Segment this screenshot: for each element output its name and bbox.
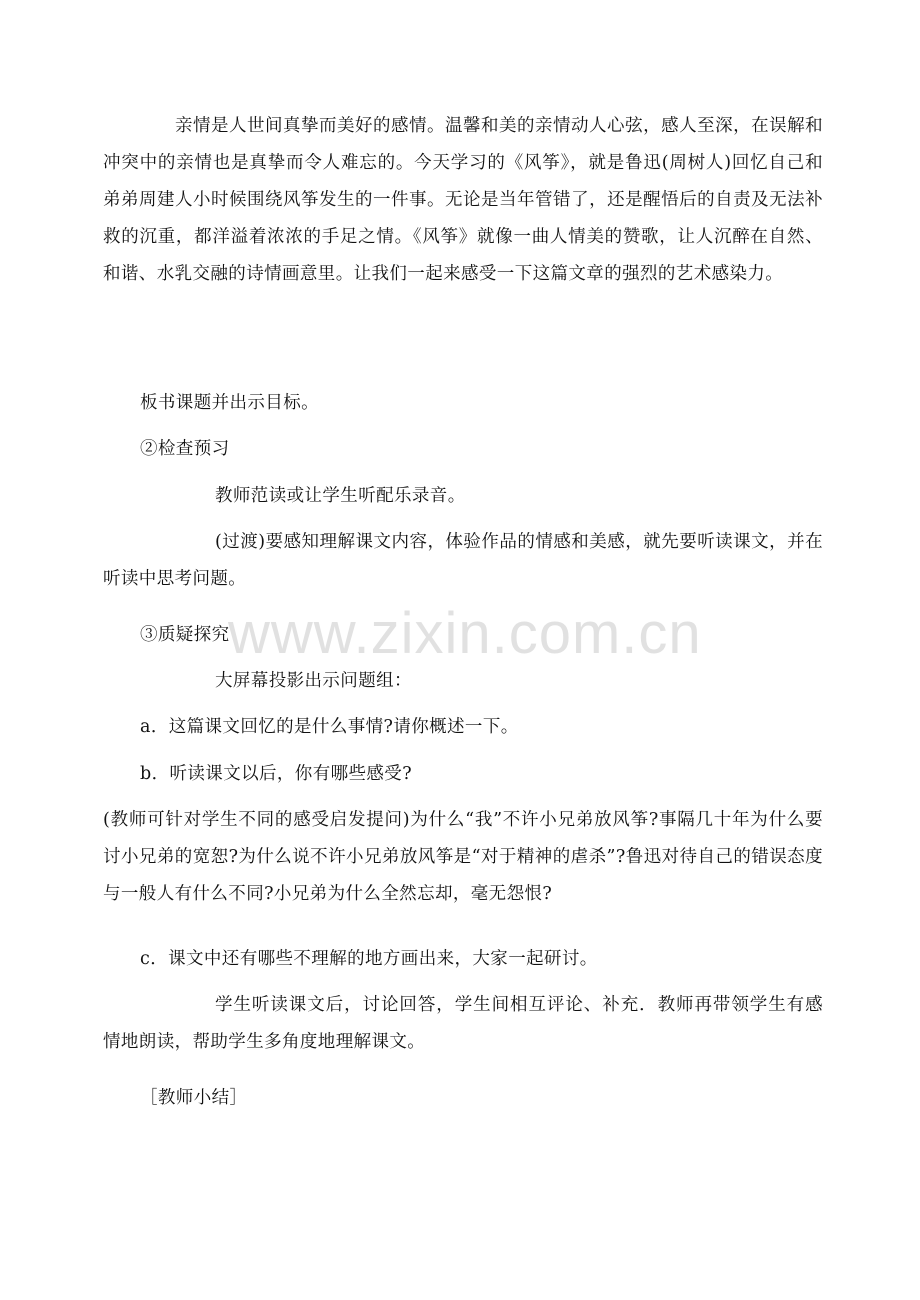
model-reading-paragraph: 教师范读或让学生听配乐录音。	[215, 486, 466, 506]
question-a: a．这篇课文回忆的是什么事情?请你概述一下。	[140, 717, 519, 737]
intro-paragraph: 亲情是人世间真挚而美好的感情。温馨和美的亲情动人心弦，感人至深，在误解和冲突中的亲情也是真挚而令人难忘的。今天学习的《风筝》，就是鲁迅(周树人)回忆自己和弟弟周建人小时候围绕风筝发生的一件事。无论是当年管错了，还是醒悟后的自责及无法补救的沉重，都洋溢着浓浓的手足之情。《风筝》就像一曲人情美的赞歌，让人沉醉在自然、和谐、水乳交融的诗情画意里。让我们一起来感受一下这篇文章的强烈的艺术感染力。	[103, 116, 823, 284]
question-b: b．听读课文以后，你有哪些感受?	[140, 764, 412, 784]
transition-paragraph: (过渡)要感知理解课文内容，体验作品的情感和美感，就先要听读课文，并在听读中思考问题。	[103, 532, 823, 589]
inquiry-heading: ③质疑探究	[140, 625, 230, 645]
discussion-paragraph: 学生听读课文后，讨论回答，学生间相互评论、补充．教师再带领学生有感情地朗读，帮助学生多角度地理解课文。	[103, 995, 823, 1052]
check-preview-heading: ②检查预习	[140, 439, 230, 459]
question-c: c．课文中还有哪些不理解的地方画出来，大家一起研讨。	[140, 949, 598, 969]
watermark-text: www.zixin.com.cn	[228, 601, 702, 666]
summary-heading: ［教师小结］	[140, 1088, 248, 1108]
projection-paragraph: 大屏幕投影出示问题组：	[215, 671, 412, 691]
blackboard-paragraph: 板书课题并出示目标。	[140, 393, 319, 413]
teacher-prompt-paragraph: (教师可针对学生不同的感受启发提问)为什么“我”不许小兄弟放风筝?事隔几十年为什么要讨小兄弟的宽恕?为什么说不许小兄弟放风筝是“对于精神的虐杀”?鲁迅对待自己的错误态度与一般人有什么不同?小兄弟为什么全然忘却，毫无怨恨?	[103, 810, 823, 904]
